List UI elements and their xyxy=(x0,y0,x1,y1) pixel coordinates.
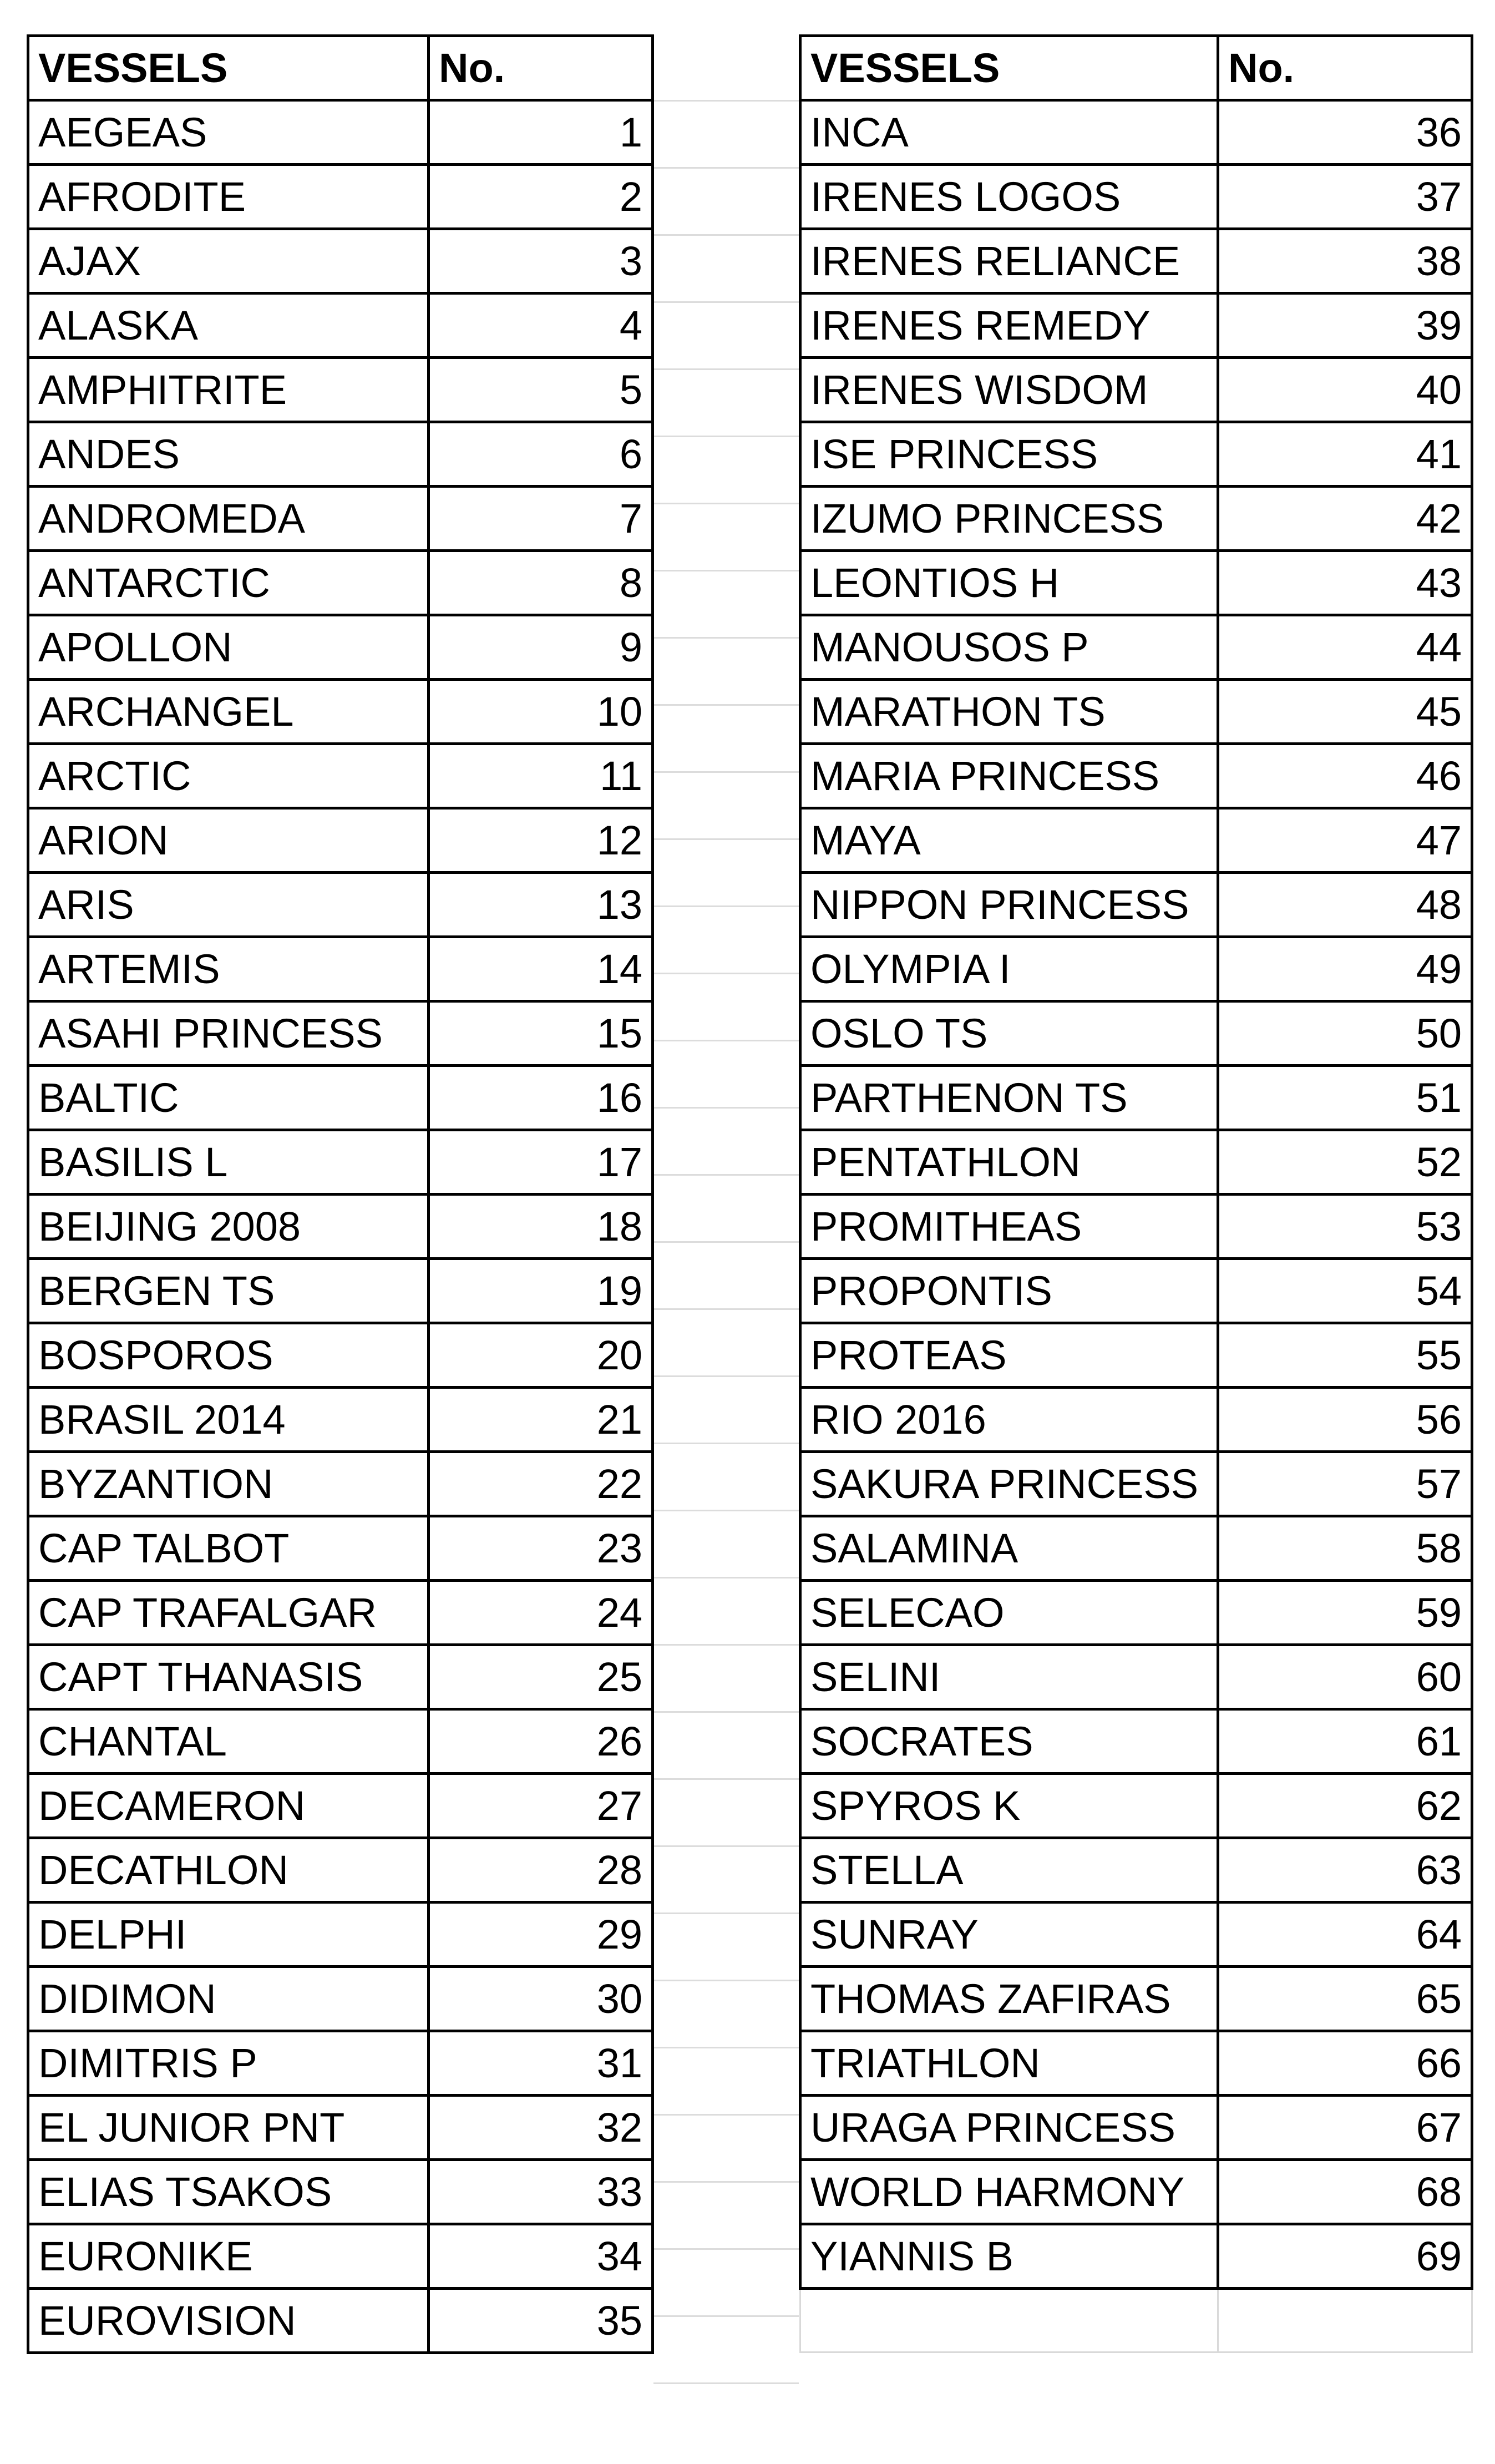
vessel-name-cell[interactable]: ELIAS TSAKOS xyxy=(28,2160,429,2224)
vessel-name-cell[interactable]: EUROVISION xyxy=(28,2289,429,2353)
vessel-name-cell[interactable]: BOSPOROS xyxy=(28,1323,429,1388)
vessel-name-cell[interactable]: AFRODITE xyxy=(28,165,429,229)
empty-gap-column xyxy=(653,34,799,2416)
table-row xyxy=(800,615,1472,680)
vessel-name-cell[interactable]: THOMAS ZAFIRAS xyxy=(800,1967,1218,2031)
table-row xyxy=(800,937,1472,1001)
table-row xyxy=(28,1774,653,1838)
vessel-number-cell[interactable]: 51 xyxy=(1218,1066,1472,1130)
vessel-number-cell[interactable]: 47 xyxy=(1218,808,1472,873)
vessel-name-cell[interactable]: BYZANTION xyxy=(28,1452,429,1516)
vessel-name-cell[interactable]: TRIATHLON xyxy=(800,2031,1218,2096)
vessel-name-cell[interactable]: ARTEMIS xyxy=(28,937,429,1001)
vessel-name-cell[interactable]: APOLLON xyxy=(28,615,429,680)
vessel-number-cell[interactable]: 66 xyxy=(1218,2031,1472,2096)
table-row xyxy=(800,1581,1472,1645)
vessel-name-cell[interactable]: DECAMERON xyxy=(28,1774,429,1838)
table-row xyxy=(28,551,653,615)
vessel-name-cell[interactable]: SUNRAY xyxy=(800,1903,1218,1967)
table-row xyxy=(800,1259,1472,1323)
vessel-number-cell[interactable]: 45 xyxy=(1218,680,1472,744)
vessel-name-cell[interactable]: OLYMPIA I xyxy=(800,937,1218,1001)
table-row xyxy=(800,2224,1472,2289)
table-row xyxy=(28,1130,653,1195)
vessel-number-cell[interactable]: 48 xyxy=(1218,873,1472,937)
table-row xyxy=(800,1001,1472,1066)
vessel-number-cell[interactable]: 33 xyxy=(429,2160,653,2224)
vessel-name-cell[interactable]: ASAHI PRINCESS xyxy=(28,1001,429,1066)
vessel-number-cell[interactable]: 28 xyxy=(429,1838,653,1903)
vessel-number-cell[interactable]: 39 xyxy=(1218,294,1472,358)
vessel-name-cell[interactable]: SELINI xyxy=(800,1645,1218,1709)
vessel-number-cell[interactable]: 57 xyxy=(1218,1452,1472,1516)
vessel-name-cell[interactable]: AEGEAS xyxy=(28,100,429,165)
table-row xyxy=(800,873,1472,937)
header-no-cell[interactable]: No. xyxy=(1218,36,1472,100)
vessel-name-cell[interactable]: ARIS xyxy=(28,873,429,937)
table-row xyxy=(800,1774,1472,1838)
table-row xyxy=(800,1709,1472,1774)
table-row xyxy=(28,680,653,744)
vessel-name-cell[interactable]: SPYROS K xyxy=(800,1774,1218,1838)
vessel-name-cell[interactable]: PROTEAS xyxy=(800,1323,1218,1388)
table-row xyxy=(28,1452,653,1516)
vessel-number-cell[interactable]: 25 xyxy=(429,1645,653,1709)
table-row xyxy=(28,1516,653,1581)
vessel-name-cell[interactable]: OSLO TS xyxy=(800,1001,1218,1066)
vessel-number-cell[interactable]: 18 xyxy=(429,1195,653,1259)
vessel-number-cell[interactable]: 59 xyxy=(1218,1581,1472,1645)
vessel-number-cell[interactable]: 49 xyxy=(1218,937,1472,1001)
vessel-name-cell[interactable]: DIMITRIS P xyxy=(28,2031,429,2096)
vessel-number-cell[interactable]: 58 xyxy=(1218,1516,1472,1581)
vessel-number-cell[interactable]: 5 xyxy=(429,358,653,422)
vessel-number-cell[interactable]: 27 xyxy=(429,1774,653,1838)
vessel-number-cell[interactable]: 46 xyxy=(1218,744,1472,808)
vessel-number-cell[interactable]: 11 xyxy=(429,744,653,808)
vessel-name-cell[interactable]: URAGA PRINCESS xyxy=(800,2096,1218,2160)
table-row xyxy=(28,615,653,680)
vessel-name-cell[interactable]: PARTHENON TS xyxy=(800,1066,1218,1130)
table-row xyxy=(800,229,1472,294)
table-row xyxy=(800,1323,1472,1388)
header-no-cell[interactable]: No. xyxy=(429,36,653,100)
vessel-name-cell[interactable]: IRENES REMEDY xyxy=(800,294,1218,358)
table-row xyxy=(28,2289,653,2353)
vessel-name-cell[interactable]: PENTATHLON xyxy=(800,1130,1218,1195)
table-row xyxy=(28,873,653,937)
table-row xyxy=(800,358,1472,422)
vessel-number-cell[interactable]: 43 xyxy=(1218,551,1472,615)
vessel-name-cell[interactable]: RIO 2016 xyxy=(800,1388,1218,1452)
header-row xyxy=(28,36,653,100)
table-row xyxy=(800,1066,1472,1130)
vessel-name-cell[interactable]: INCA xyxy=(800,100,1218,165)
vessel-number-cell[interactable]: 26 xyxy=(429,1709,653,1774)
vessel-name-cell[interactable]: IRENES WISDOM xyxy=(800,358,1218,422)
vessel-number-cell[interactable]: 56 xyxy=(1218,1388,1472,1452)
vessel-number-cell[interactable]: 6 xyxy=(429,422,653,487)
table-row xyxy=(28,1388,653,1452)
vessel-number-cell[interactable]: 52 xyxy=(1218,1130,1472,1195)
table-row xyxy=(28,2160,653,2224)
table-row xyxy=(28,1903,653,1967)
vessel-number-cell[interactable]: 38 xyxy=(1218,229,1472,294)
vessel-number-cell[interactable]: 36 xyxy=(1218,100,1472,165)
vessel-number-cell[interactable]: 3 xyxy=(429,229,653,294)
vessel-name-cell[interactable]: IRENES LOGOS xyxy=(800,165,1218,229)
table-row xyxy=(800,1838,1472,1903)
vessel-name-cell[interactable]: PROMITHEAS xyxy=(800,1195,1218,1259)
table-row xyxy=(800,1130,1472,1195)
table-row xyxy=(28,1195,653,1259)
table-row xyxy=(28,358,653,422)
table-row xyxy=(800,808,1472,873)
table-row xyxy=(800,680,1472,744)
table-row xyxy=(28,1066,653,1130)
table-row xyxy=(28,2224,653,2289)
vessel-number-cell[interactable]: 62 xyxy=(1218,1774,1472,1838)
table-row xyxy=(800,2096,1472,2160)
vessel-name-cell[interactable]: CHANTAL xyxy=(28,1709,429,1774)
vessel-name-cell[interactable]: SAKURA PRINCESS xyxy=(800,1452,1218,1516)
vessel-name-cell[interactable]: AJAX xyxy=(28,229,429,294)
vessel-number-cell[interactable]: 9 xyxy=(429,615,653,680)
vessel-name-cell[interactable]: MARATHON TS xyxy=(800,680,1218,744)
vessel-name-cell[interactable]: ISE PRINCESS xyxy=(800,422,1218,487)
header-row xyxy=(800,36,1472,100)
table-row xyxy=(28,1323,653,1388)
table-row xyxy=(800,1195,1472,1259)
vessel-number-cell[interactable]: 42 xyxy=(1218,487,1472,551)
vessels-table-right xyxy=(799,34,1473,2353)
vessel-name-cell[interactable]: MAYA xyxy=(800,808,1218,873)
table-row xyxy=(28,100,653,165)
vessel-name-cell[interactable]: PROPONTIS xyxy=(800,1259,1218,1323)
vessel-number-cell[interactable]: 20 xyxy=(429,1323,653,1388)
table-row xyxy=(28,294,653,358)
table-row xyxy=(800,1388,1472,1452)
vessel-number-cell[interactable]: 54 xyxy=(1218,1259,1472,1323)
vessel-name-cell[interactable]: BASILIS L xyxy=(28,1130,429,1195)
table-row xyxy=(28,422,653,487)
vessel-number-cell[interactable]: 22 xyxy=(429,1452,653,1516)
vessel-name-cell[interactable]: CAP TRAFALGAR xyxy=(28,1581,429,1645)
table-row xyxy=(28,1645,653,1709)
vessel-name-cell[interactable]: LEONTIOS H xyxy=(800,551,1218,615)
vessel-name-cell[interactable]: ALASKA xyxy=(28,294,429,358)
vessel-name-cell[interactable]: SELECAO xyxy=(800,1581,1218,1645)
vessel-number-cell[interactable]: 4 xyxy=(429,294,653,358)
vessel-number-cell[interactable]: 37 xyxy=(1218,165,1472,229)
header-vessels-cell[interactable]: VESSELS xyxy=(800,36,1218,100)
vessel-number-cell[interactable]: 34 xyxy=(429,2224,653,2289)
table-row xyxy=(28,487,653,551)
vessel-number-cell[interactable]: 50 xyxy=(1218,1001,1472,1066)
vessel-number-cell[interactable]: 30 xyxy=(429,1967,653,2031)
vessels-table-left xyxy=(27,34,654,2354)
vessel-number-cell[interactable]: 64 xyxy=(1218,1903,1472,1967)
vessel-name-cell[interactable]: CAP TALBOT xyxy=(28,1516,429,1581)
vessel-number-cell[interactable]: 60 xyxy=(1218,1645,1472,1709)
vessel-name-cell[interactable]: ARCHANGEL xyxy=(28,680,429,744)
vessel-name-cell[interactable]: IZUMO PRINCESS xyxy=(800,487,1218,551)
empty-cell[interactable] xyxy=(800,2289,1218,2352)
vessel-name-cell[interactable]: ARION xyxy=(28,808,429,873)
table-row xyxy=(28,937,653,1001)
table-row xyxy=(800,165,1472,229)
vessel-name-cell[interactable]: BALTIC xyxy=(28,1066,429,1130)
vessel-number-cell[interactable]: 13 xyxy=(429,873,653,937)
vessel-number-cell[interactable]: 29 xyxy=(429,1903,653,1967)
vessel-name-cell[interactable]: ARCTIC xyxy=(28,744,429,808)
vessel-name-cell[interactable]: STELLA xyxy=(800,1838,1218,1903)
table-row xyxy=(800,1452,1472,1516)
vessel-number-cell[interactable]: 65 xyxy=(1218,1967,1472,2031)
table-row xyxy=(28,744,653,808)
vessel-number-cell[interactable]: 53 xyxy=(1218,1195,1472,1259)
table-row xyxy=(800,487,1472,551)
vessel-number-cell[interactable]: 15 xyxy=(429,1001,653,1066)
vessel-number-cell[interactable]: 40 xyxy=(1218,358,1472,422)
vessel-name-cell[interactable]: SOCRATES xyxy=(800,1709,1218,1774)
table-row xyxy=(28,2096,653,2160)
table-row xyxy=(28,1259,653,1323)
vessel-number-cell[interactable]: 7 xyxy=(429,487,653,551)
vessel-name-cell[interactable]: IRENES RELIANCE xyxy=(800,229,1218,294)
empty-cell[interactable] xyxy=(1218,2289,1472,2352)
vessel-number-cell[interactable]: 61 xyxy=(1218,1709,1472,1774)
vessel-name-cell[interactable]: ANTARCTIC xyxy=(28,551,429,615)
vessel-number-cell[interactable]: 21 xyxy=(429,1388,653,1452)
table-row xyxy=(28,808,653,873)
vessel-number-cell[interactable]: 44 xyxy=(1218,615,1472,680)
vessel-name-cell[interactable]: AMPHITRITE xyxy=(28,358,429,422)
vessel-name-cell[interactable]: DIDIMON xyxy=(28,1967,429,2031)
table-row xyxy=(28,229,653,294)
table-row xyxy=(800,1516,1472,1581)
table-row xyxy=(28,165,653,229)
table-row xyxy=(800,744,1472,808)
vessel-number-cell[interactable]: 2 xyxy=(429,165,653,229)
table-row xyxy=(28,2031,653,2096)
vessel-number-cell[interactable]: 69 xyxy=(1218,2224,1472,2289)
table-row xyxy=(800,1645,1472,1709)
table-row xyxy=(800,1903,1472,1967)
vessel-name-cell[interactable]: NIPPON PRINCESS xyxy=(800,873,1218,937)
table-row xyxy=(28,1838,653,1903)
vessel-number-cell[interactable]: 68 xyxy=(1218,2160,1472,2224)
table-row xyxy=(28,1001,653,1066)
table-row xyxy=(800,294,1472,358)
vessel-number-cell[interactable]: 19 xyxy=(429,1259,653,1323)
vessel-number-cell[interactable]: 55 xyxy=(1218,1323,1472,1388)
vessel-number-cell[interactable]: 23 xyxy=(429,1516,653,1581)
vessel-number-cell[interactable]: 63 xyxy=(1218,1838,1472,1903)
vessel-name-cell[interactable]: BERGEN TS xyxy=(28,1259,429,1323)
vessel-name-cell[interactable]: MARIA PRINCESS xyxy=(800,744,1218,808)
table-row xyxy=(800,2160,1472,2224)
vessel-number-cell[interactable]: 10 xyxy=(429,680,653,744)
vessel-number-cell[interactable]: 12 xyxy=(429,808,653,873)
table-row xyxy=(800,551,1472,615)
vessel-number-cell[interactable]: 67 xyxy=(1218,2096,1472,2160)
table-row xyxy=(28,1967,653,2031)
table-row xyxy=(800,2031,1472,2096)
vessel-number-cell[interactable]: 24 xyxy=(429,1581,653,1645)
header-vessels-cell[interactable]: VESSELS xyxy=(28,36,429,100)
vessel-number-cell[interactable]: 8 xyxy=(429,551,653,615)
vessel-name-cell[interactable]: BRASIL 2014 xyxy=(28,1388,429,1452)
vessel-name-cell[interactable]: EL JUNIOR PNT xyxy=(28,2096,429,2160)
vessel-number-cell[interactable]: 17 xyxy=(429,1130,653,1195)
table-row xyxy=(800,100,1472,165)
vessel-name-cell[interactable]: EURONIKE xyxy=(28,2224,429,2289)
vessel-number-cell[interactable]: 1 xyxy=(429,100,653,165)
vessel-name-cell[interactable]: SALAMINA xyxy=(800,1516,1218,1581)
empty-row xyxy=(800,2289,1472,2352)
vessel-number-cell[interactable]: 32 xyxy=(429,2096,653,2160)
table-row xyxy=(800,1967,1472,2031)
vessel-name-cell[interactable]: ANDROMEDA xyxy=(28,487,429,551)
vessel-name-cell[interactable]: MANOUSOS P xyxy=(800,615,1218,680)
vessel-number-cell[interactable]: 41 xyxy=(1218,422,1472,487)
table-row xyxy=(28,1581,653,1645)
vessel-name-cell[interactable]: BEIJING 2008 xyxy=(28,1195,429,1259)
table-row xyxy=(28,1709,653,1774)
vessel-number-cell[interactable]: 14 xyxy=(429,937,653,1001)
vessel-name-cell[interactable]: YIANNIS B xyxy=(800,2224,1218,2289)
vessel-name-cell[interactable]: DECATHLON xyxy=(28,1838,429,1903)
vessel-name-cell[interactable]: CAPT THANASIS xyxy=(28,1645,429,1709)
vessel-name-cell[interactable]: ANDES xyxy=(28,422,429,487)
vessel-name-cell[interactable]: DELPHI xyxy=(28,1903,429,1967)
vessel-number-cell[interactable]: 35 xyxy=(429,2289,653,2353)
table-row xyxy=(800,422,1472,487)
vessel-name-cell[interactable]: WORLD HARMONY xyxy=(800,2160,1218,2224)
vessel-number-cell[interactable]: 16 xyxy=(429,1066,653,1130)
vessel-number-cell[interactable]: 31 xyxy=(429,2031,653,2096)
